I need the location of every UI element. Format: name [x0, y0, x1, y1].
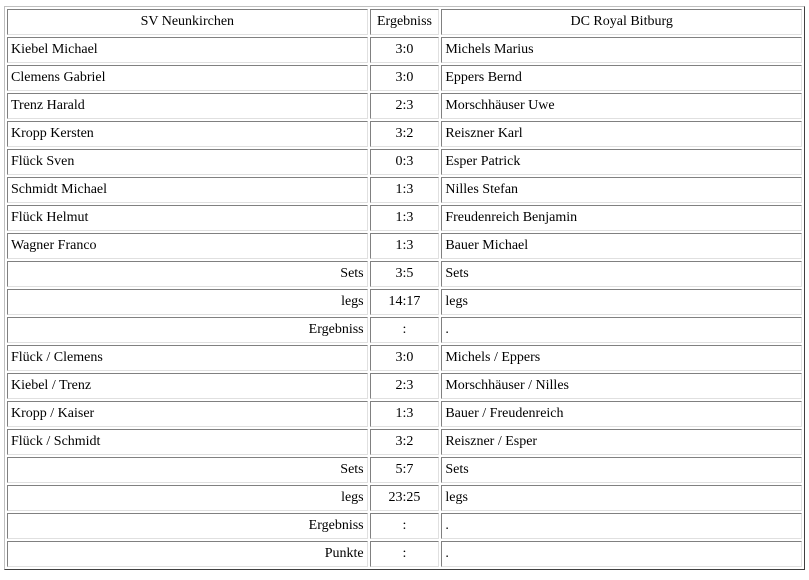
doubles-row	[7, 373, 802, 399]
sets-label: Sets	[7, 261, 368, 287]
singles-result-row	[7, 317, 802, 343]
match-result: 1:3	[370, 177, 440, 203]
result-right: .	[441, 513, 802, 539]
match-result: 3:2	[370, 121, 440, 147]
away-player: Michels Marius	[441, 37, 802, 63]
doubles-row	[7, 345, 802, 371]
result-label: Ergebniss	[7, 513, 368, 539]
away-player: Reiszner Karl	[441, 121, 802, 147]
result-header: Ergebniss	[370, 9, 440, 35]
doubles-row	[7, 429, 802, 455]
doubles-result-row	[7, 513, 802, 539]
singles-sets-row	[7, 261, 802, 287]
header-row	[7, 9, 802, 35]
legs-label: legs	[7, 289, 368, 315]
singles-row	[7, 93, 802, 119]
points-value: :	[370, 541, 440, 567]
result-label: Ergebniss	[7, 317, 368, 343]
home-player: Clemens Gabriel	[7, 65, 368, 91]
home-player: Kropp Kersten	[7, 121, 368, 147]
match-result: 2:3	[370, 373, 440, 399]
points-row	[7, 541, 802, 567]
legs-label-right: legs	[441, 485, 802, 511]
home-player: Flück Helmut	[7, 205, 368, 231]
singles-legs-row	[7, 289, 802, 315]
result-value: :	[370, 317, 440, 343]
home-pair: Kiebel / Trenz	[7, 373, 368, 399]
doubles-row	[7, 401, 802, 427]
away-player: Bauer Michael	[441, 233, 802, 259]
away-player: Esper Patrick	[441, 149, 802, 175]
away-player: Freudenreich Benjamin	[441, 205, 802, 231]
legs-label: legs	[7, 485, 368, 511]
match-result: 3:0	[370, 345, 440, 371]
home-player: Schmidt Michael	[7, 177, 368, 203]
sets-value: 3:5	[370, 261, 440, 287]
home-pair: Flück / Schmidt	[7, 429, 368, 455]
result-value: :	[370, 513, 440, 539]
away-pair: Bauer / Freudenreich	[441, 401, 802, 427]
match-result: 2:3	[370, 93, 440, 119]
match-result: 1:3	[370, 205, 440, 231]
doubles-legs-row	[7, 485, 802, 511]
home-pair: Kropp / Kaiser	[7, 401, 368, 427]
home-player: Kiebel Michael	[7, 37, 368, 63]
match-result: 3:0	[370, 37, 440, 63]
away-player: Morschhäuser Uwe	[441, 93, 802, 119]
points-right: .	[441, 541, 802, 567]
singles-row	[7, 37, 802, 63]
home-player: Wagner Franco	[7, 233, 368, 259]
legs-value: 23:25	[370, 485, 440, 511]
match-result: 1:3	[370, 233, 440, 259]
away-pair: Reiszner / Esper	[441, 429, 802, 455]
home-pair: Flück / Clemens	[7, 345, 368, 371]
away-pair: Michels / Eppers	[441, 345, 802, 371]
singles-row	[7, 177, 802, 203]
sets-label: Sets	[7, 457, 368, 483]
points-label: Punkte	[7, 541, 368, 567]
away-team-header: DC Royal Bitburg	[441, 9, 802, 35]
result-right: .	[441, 317, 802, 343]
home-player: Trenz Harald	[7, 93, 368, 119]
match-results-table	[4, 6, 805, 570]
sets-label-right: Sets	[441, 457, 802, 483]
singles-row	[7, 65, 802, 91]
match-result: 0:3	[370, 149, 440, 175]
away-pair: Morschhäuser / Nilles	[441, 373, 802, 399]
singles-row	[7, 233, 802, 259]
match-result: 3:2	[370, 429, 440, 455]
match-result: 3:0	[370, 65, 440, 91]
sets-label-right: Sets	[441, 261, 802, 287]
legs-value: 14:17	[370, 289, 440, 315]
sets-value: 5:7	[370, 457, 440, 483]
home-player: Flück Sven	[7, 149, 368, 175]
home-team-header: SV Neunkirchen	[7, 9, 368, 35]
doubles-sets-row	[7, 457, 802, 483]
away-player: Eppers Bernd	[441, 65, 802, 91]
legs-label-right: legs	[441, 289, 802, 315]
away-player: Nilles Stefan	[441, 177, 802, 203]
singles-row	[7, 149, 802, 175]
singles-row	[7, 205, 802, 231]
singles-row	[7, 121, 802, 147]
match-result: 1:3	[370, 401, 440, 427]
